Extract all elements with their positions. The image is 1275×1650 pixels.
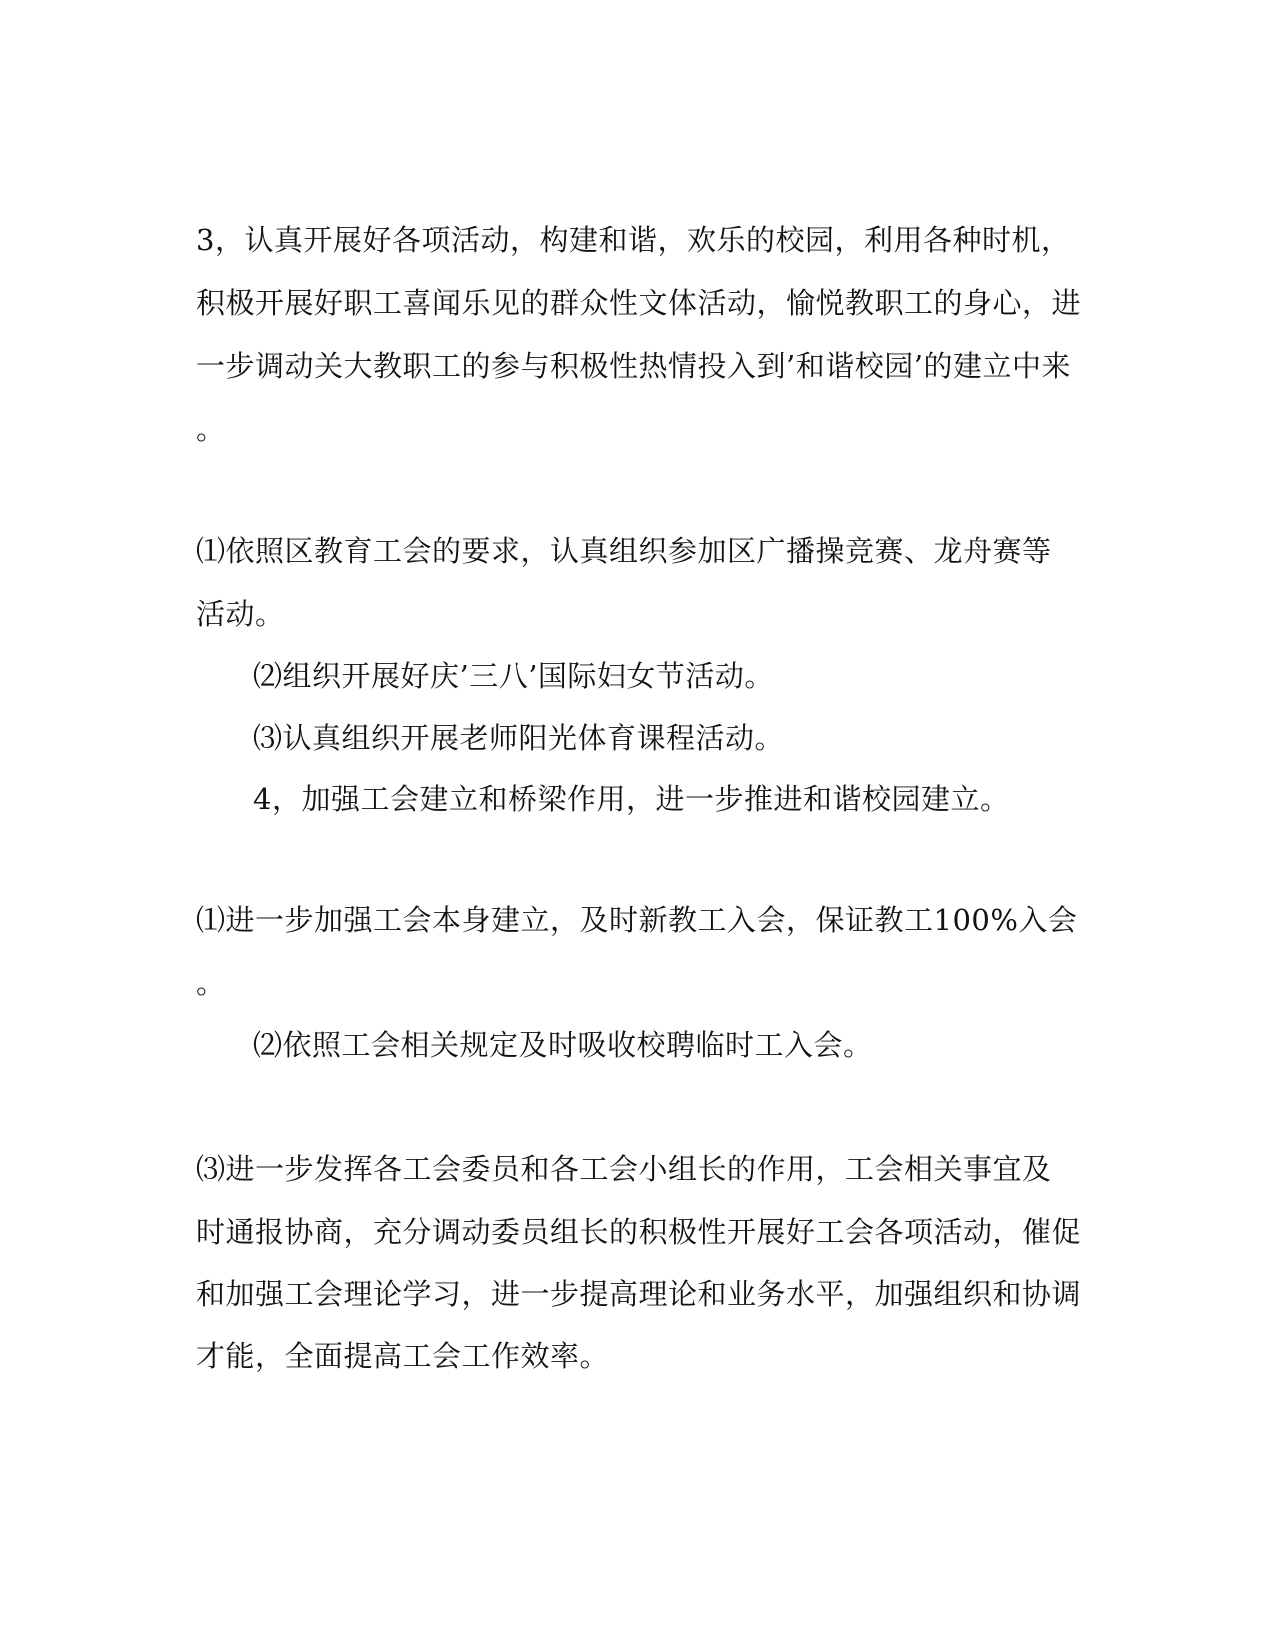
list-item-line: 才能，全面提高工会工作效率。	[196, 1339, 610, 1373]
section-heading-line: 4，加强工会建立和桥梁作用，进一步推进和谐校园建立。	[253, 782, 1010, 816]
list-item-line: ⑶认真组织开展老师阳光体育课程活动。	[253, 721, 785, 755]
paragraph-line: 。	[196, 412, 226, 446]
list-item-line: ⑴进一步加强工会本身建立，及时新教工入会，保证教工100%入会	[196, 903, 1078, 937]
list-item-line: 和加强工会理论学习，进一步提高理论和业务水平，加强组织和协调	[196, 1277, 1082, 1311]
list-item-line: ⑵依照工会相关规定及时吸收校聘临时工入会。	[253, 1028, 873, 1062]
list-item-line: 活动。	[196, 597, 285, 631]
list-item-line: ⑵组织开展好庆’三八’国际妇女节活动。	[253, 659, 774, 693]
list-item-line: ⑴依照区教育工会的要求，认真组织参加区广播操竞赛、龙舟赛等	[196, 534, 1052, 568]
paragraph-line: 积极开展好职工喜闻乐见的群众性文体活动，愉悦教职工的身心，进	[196, 286, 1082, 320]
list-item-line: ⑶进一步发挥各工会委员和各工会小组长的作用，工会相关事宜及	[196, 1152, 1052, 1186]
list-item-line: 时通报协商，充分调动委员组长的积极性开展好工会各项活动，催促	[196, 1215, 1082, 1249]
list-item-line: 。	[196, 966, 226, 1000]
paragraph-line: 3，认真开展好各项活动，构建和谐，欢乐的校园，利用各种时机，	[196, 223, 1071, 257]
paragraph-line: 一步调动关大教职工的参与积极性热情投入到’和谐校园’的建立中来	[196, 349, 1071, 383]
